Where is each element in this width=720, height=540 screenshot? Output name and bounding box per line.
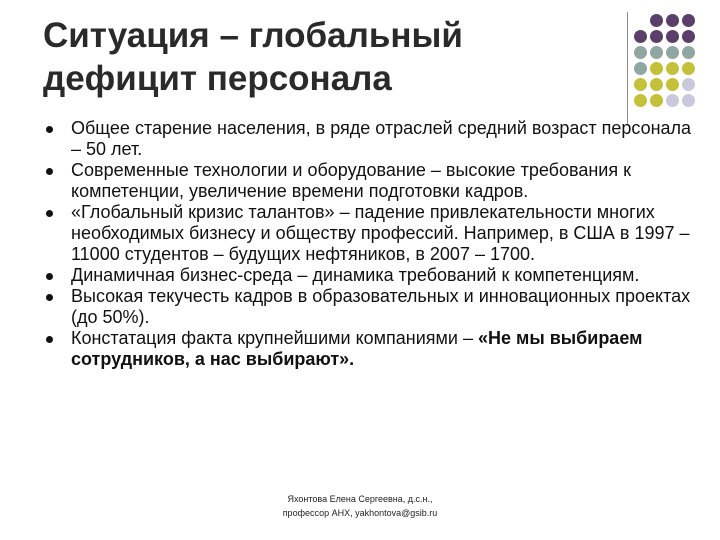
bullet-text: Общее старение населения, в ряде отраслей средний возраст персонала – 50 лет.: [71, 118, 692, 159]
decorative-dot: [634, 62, 647, 75]
decorative-dot: [682, 30, 695, 43]
decorative-dot: [682, 78, 695, 91]
bullet-list: [46, 118, 696, 370]
bullet-text: «Глобальный кризис талантов» – падение привлекательности многих необходимых бизнесу и обществу профессий. Например, в США в 1997 – 11000 студентов – будущих нефтяников, в 2007 – 1700.: [71, 202, 690, 264]
decorative-dot: [682, 62, 695, 75]
bullet-dot-icon: [46, 168, 53, 175]
bullet-dot-icon: [46, 126, 53, 133]
decorative-dot: [682, 46, 695, 59]
bullet-item-technology: [46, 160, 696, 202]
decorative-dot: [666, 30, 679, 43]
decorative-dot: [666, 78, 679, 91]
footer-author: [240, 492, 480, 520]
decorative-dot: [650, 30, 663, 43]
decorative-dot-grid: [634, 14, 718, 110]
decorative-dot: [666, 14, 679, 27]
decorative-dot: [650, 78, 663, 91]
bullet-dot-icon: [46, 336, 53, 343]
decorative-dot: [666, 94, 679, 107]
decorative-dot: [666, 46, 679, 59]
bullet-text: Высокая текучесть кадров в образовательных и инновационных проектах (до 50%).: [71, 286, 691, 327]
decorative-dot: [634, 46, 647, 59]
decorative-dot: [634, 30, 647, 43]
bullet-text-bold-quote: «Не мы выбираем сотрудников, а нас выбирают».: [71, 328, 643, 369]
footer-line-2: профессор АНХ, yakhontova@gsib.ru: [282, 508, 438, 518]
bullet-item-aging: [46, 118, 696, 160]
bullet-text-prefix: Констатация факта крупнейшими компаниями –: [71, 328, 478, 348]
decorative-dot: [682, 94, 695, 107]
title-line-1: Ситуация – глобальный: [43, 16, 463, 55]
decorative-dot: [650, 94, 663, 107]
decorative-vertical-line: [627, 12, 628, 124]
decorative-dot: [666, 62, 679, 75]
title-line-2: дефицит персонала: [43, 59, 392, 98]
bullet-dot-icon: [46, 273, 53, 280]
footer-line-1: Яхонтова Елена Сергеевна, д.с.н.,: [287, 494, 433, 504]
bullet-text: Современные технологии и оборудование – высокие требования к компетенции, увеличение времени подготовки кадров.: [71, 160, 631, 201]
bullet-dot-icon: [46, 210, 53, 217]
bullet-text: Динамичная бизнес-среда – динамика требований к компетенциям.: [71, 265, 640, 285]
bullet-dot-icon: [46, 294, 53, 301]
bullet-item-turnover: [46, 286, 696, 328]
decorative-dot: [650, 14, 663, 27]
slide-title: [43, 14, 603, 100]
decorative-dot: [650, 62, 663, 75]
bullet-item-companies-quote: [46, 328, 696, 370]
bullet-item-talent-crisis: [46, 202, 696, 265]
decorative-dot: [634, 78, 647, 91]
decorative-dot: [682, 14, 695, 27]
bullet-item-dynamic-environment: [46, 265, 696, 286]
decorative-dot: [650, 46, 663, 59]
decorative-dot: [634, 94, 647, 107]
